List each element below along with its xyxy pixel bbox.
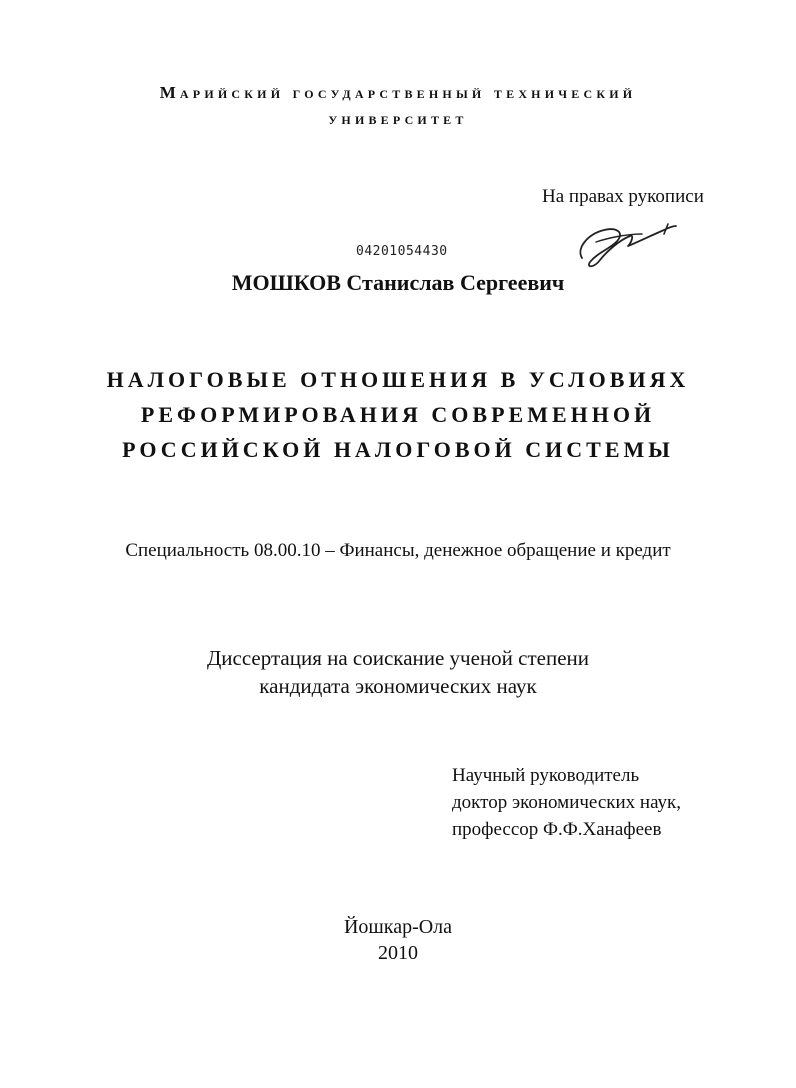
degree-line-2: кандидата экономических наук [259,674,537,698]
dissertation-title [0,362,796,467]
supervisor-line-1: Научный руководитель [452,765,640,786]
university-line-1: Марийский государственный технический [159,83,637,102]
place-and-year [0,914,796,966]
degree-statement [0,644,796,700]
title-line-2: РЕФОРМИРОВАНИЯ СОВРЕМЕННОЙ [140,402,656,427]
manuscript-rights-note: На правах рукописи [542,186,704,207]
university-name [0,80,796,132]
degree-line-1: Диссертация на соискание ученой степени [206,646,590,670]
author-name: МОШКОВ Станислав Сергеевич [231,270,565,295]
title-line-1: НАЛОГОВЫЕ ОТНОШЕНИЯ В УСЛОВИЯХ [106,367,690,392]
registration-number: 04201054430 [356,244,448,259]
city: Йошкар-Ола [343,916,453,938]
year: 2010 [378,942,418,964]
specialty: Специальность 08.00.10 – Финансы, денежное обращение и кредит [125,540,671,561]
supervisor-line-2: доктор экономических наук, [452,792,682,813]
university-line-2: университет [328,109,468,128]
supervisor-line-3: профессор Ф.Ф.Ханафеев [452,819,662,840]
scientific-supervisor [452,762,681,843]
handwritten-signature [568,212,680,272]
title-line-3: РОССИЙСКОЙ НАЛОГОВОЙ СИСТЕМЫ [122,437,674,462]
